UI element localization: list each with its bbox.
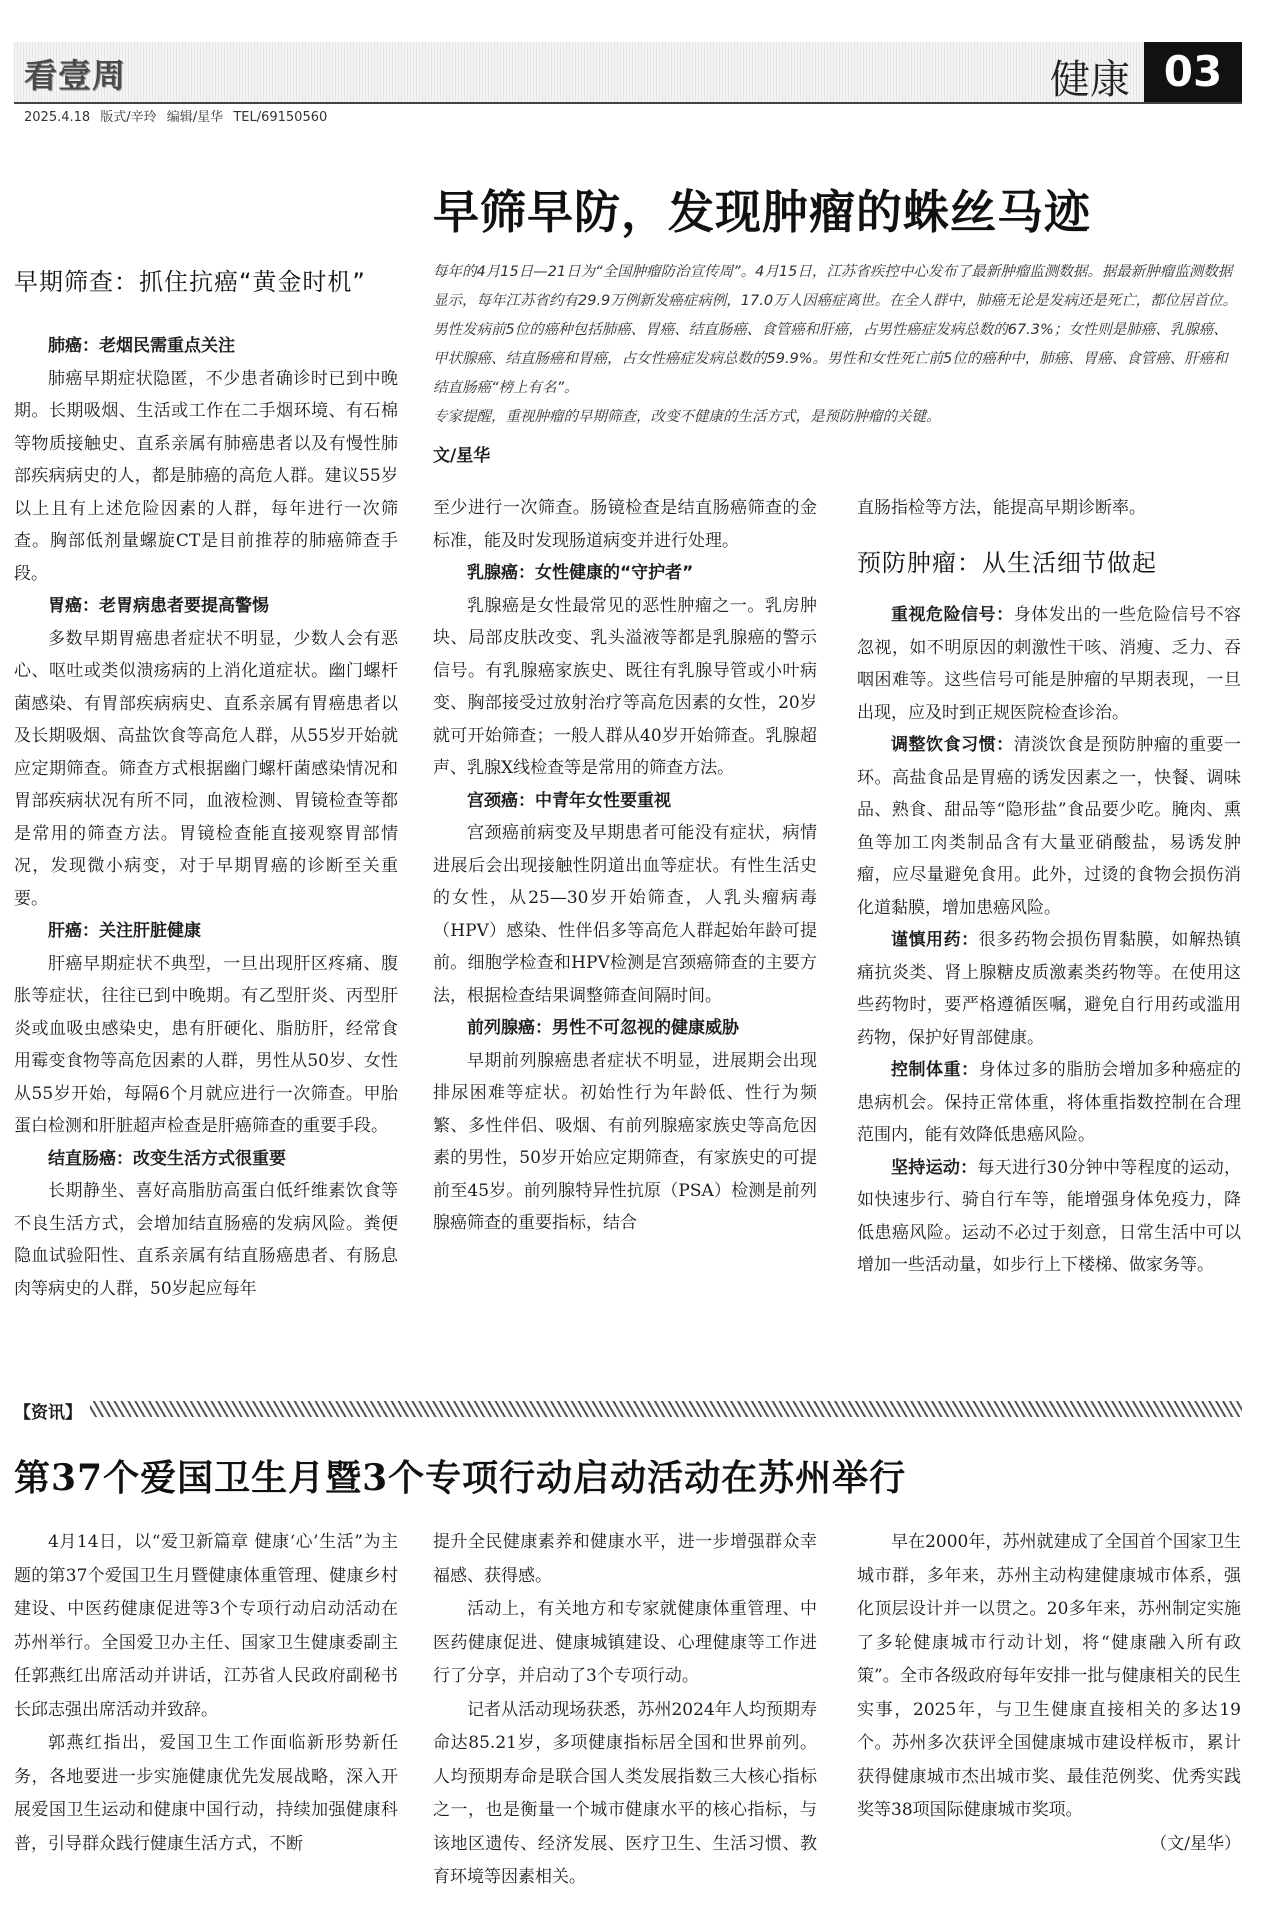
hatch-rule — [88, 1401, 1242, 1417]
news-tag: 【资讯】 — [14, 1398, 90, 1423]
tip-keyword: 控制体重： — [891, 1060, 979, 1080]
subhead-colorectal: 结直肠癌：改变生活方式很重要 — [48, 1148, 286, 1169]
subhead-lung: 肺癌：老烟民需重点关注 — [48, 336, 235, 356]
paragraph-cervical: 宫颈癌前病变及早期患者可能没有症状，病情进展后会出现接触性阴道出血等症状。有性生活史的女性，从25—30岁开始筛查，人乳头瘤病毒（HPV）感染、性伴侣多等高危人群起始年龄可提前。细胞学检查和HPV检测是宫颈癌筛查的主要方法，根据检查结果调整筛查间隔时间。 — [433, 823, 817, 1006]
news-paragraph: 郭燕红指出，爱国卫生工作面临新形势新任务，各地要进一步实施健康优先发展战略，深入开展爱国卫生运动和健康中国行动，持续加强健康科普，引导群众践行健康生活方式，不断 — [14, 1733, 398, 1854]
lead-paragraph-expert: 专家提醒，重视肿瘤的早期筛查，改变不健康的生活方式，是预防肿瘤的关键。 — [433, 409, 941, 425]
news-paragraph: 活动上，有关地方和专家就健康体重管理、中医药健康促进、健康城镇建设、心理健康等工作进行了分享，并启动了3个专项行动。 — [433, 1599, 817, 1686]
section-title-prevention: 预防肿瘤：从生活细节做起 — [857, 548, 1157, 577]
section-title-screening: 早期筛查：抓住抗癌“黄金时机” — [14, 268, 366, 296]
tip-keyword: 坚持运动： — [891, 1157, 978, 1178]
article-byline: 文/星华 — [433, 446, 491, 466]
subhead-cervical: 宫颈癌：中青年女性要重视 — [467, 790, 671, 811]
subhead-prostate: 前列腺癌：男性不可忽视的健康威胁 — [467, 1018, 739, 1038]
news-column-1 — [14, 1526, 398, 1861]
masthead — [14, 42, 1242, 104]
tip-keyword: 谨慎用药： — [891, 930, 979, 950]
issue-info: 2025.4.18 版式/辛玲 编辑/星华 TEL/69150560 — [24, 110, 328, 125]
news-column-3 — [857, 1526, 1241, 1861]
article-column-1 — [14, 330, 398, 1305]
paragraph-liver: 肝癌早期症状不典型，一旦出现肝区疼痛、腹胀等症状，往往已到中晚期。有乙型肝炎、丙型肝炎或血吸虫感染史，患有肝硬化、脂肪肝，经常食用霉变食物等高危因素的人群，男性从50岁、女性从55岁开始，每隔6个月就应进行一次筛查。甲胎蛋白检测和肝脏超声检查是肝癌筛查的重要手段。 — [14, 953, 398, 1136]
paragraph-stomach: 多数早期胃癌患者症状不明显，少数人会有恶心、呕吐或类似溃疡病的上消化道症状。幽门螺杆菌感染、有胃部疾病病史、直系亲属有胃癌患者以及长期吸烟、高盐饮食等高危人群，从55岁开始就应定期筛查。筛查方式根据幽门螺杆菌感染情况和胃部疾病状况有所不同，血液检测、胃镜检查等都是常用的筛查方法。胃镜检查能直接观察胃部情况，发现微小病变，对于早期胃癌的诊断至关重要。 — [14, 628, 398, 909]
news-column-2 — [433, 1526, 817, 1895]
news-paragraph: 提升全民健康素养和健康水平，进一步增强群众幸福感、获得感。 — [433, 1532, 817, 1586]
news-paragraph: 4月14日，以“爱卫新篇章 健康‘心’生活”为主题的第37个爱国卫生月暨健康体重管理、健康乡村建设、中医药健康促进等3个专项行动启动活动在苏州举行。全国爱卫办主任、国家卫生健康委副主任郭燕红出席活动并讲话，江苏省人民政府副秘书长邱志强出席活动并致辞。 — [14, 1532, 398, 1720]
news-divider — [14, 1398, 1242, 1423]
tip-weight: 控制体重：身体过多的脂肪会增加多种癌症的患病机会。保持正常体重，将体重指数控制在合理范围内，能有效降低患癌风险。 — [857, 1060, 1242, 1145]
article-lead — [433, 258, 1241, 432]
article-column-2 — [433, 492, 817, 1240]
news-headline: 第37个爱国卫生月暨3个专项行动启动活动在苏州举行 — [14, 1457, 907, 1499]
paragraph-prostate-continued: 直肠指检等方法，能提高早期诊断率。 — [857, 498, 1146, 518]
tip-warning-signs: 重视危险信号：身体发出的一些危险信号不容忽视，如不明原因的刺激性干咳、消瘦、乏力、吞咽困难等。这些信号可能是肿瘤的早期表现，一旦出现，应及时到正规医院检查诊治。 — [857, 605, 1242, 723]
news-credit: （文/星华） — [1150, 1833, 1241, 1854]
subhead-stomach: 胃癌：老胃病患者要提高警惕 — [48, 596, 269, 616]
subhead-liver: 肝癌：关注肝脏健康 — [48, 921, 201, 941]
tip-exercise: 坚持运动：每天进行30分钟中等程度的运动，如快速步行、骑自行车等，能增强身体免疫力，降低患癌风险。运动不必过于刻意，日常生活中可以增加一些活动量，如步行上下楼梯、做家务等。 — [857, 1157, 1242, 1275]
page-number: 03 — [1144, 42, 1242, 102]
tip-medication: 谨慎用药：很多药物会损伤胃黏膜，如解热镇痛抗炎类、肾上腺糖皮质激素类药物等。在使用这些药物时，要严格遵循医嘱，避免自行用药或滥用药物，保护好胃部健康。 — [857, 930, 1242, 1048]
tip-keyword: 调整饮食习惯： — [891, 735, 1014, 755]
lead-paragraph: 每年的4月15日—21日为“全国肿瘤防治宣传周”。4月15日，江苏省疾控中心发布了最新肿瘤监测数据。据最新肿瘤监测数据显示，每年江苏省约有29.9万例新发癌症病例，17.0万人因癌症离世。在全人群中，肺癌无论是发病还是死亡，都位居首位。男性发病前5位的癌种包括肺癌、胃癌、结直肠癌、食管癌和肝癌，占男性癌症发病总数的67.3%；女性则是肺癌、乳腺癌、甲状腺癌、结直肠癌和胃癌，占女性癌症发病总数的59.9%。男性和女性死亡前5位的癌种中，肺癌、胃癌、食管癌、肝癌和结直肠癌“榜上有名”。 — [433, 264, 1238, 396]
subhead-breast: 乳腺癌：女性健康的“守护者” — [467, 563, 694, 583]
newspaper-logo: 看壹周 — [24, 56, 126, 95]
section-name: 健康 — [1050, 57, 1130, 103]
paragraph-colorectal: 长期静坐、喜好高脂肪高蛋白低纤维素饮食等不良生活方式，会增加结直肠癌的发病风险。粪便隐血试验阳性、直系亲属有结直肠癌患者、有肠息肉等病史的人群，50岁起应每年 — [14, 1181, 398, 1299]
paragraph-prostate: 早期前列腺癌患者症状不明显，进展期会出现排尿困难等症状。初始性行为年龄低、性行为频繁、多性伴侣、吸烟、有前列腺癌家族史等高危因素的男性，50岁开始应定期筛查，有家族史的可提前至45岁。前列腺特异性抗原（PSA）检测是前列腺癌筛查的重要指标，结合 — [433, 1050, 817, 1233]
article-column-3 — [857, 492, 1241, 1282]
paragraph-lung: 肺癌早期症状隐匿，不少患者确诊时已到中晚期。长期吸烟、生活或工作在二手烟环境、有石棉等物质接触史、直系亲属有肺癌患者以及有慢性肺部疾病病史的人，都是肺癌的高危人群。建议55岁以上且有上述危险因素的人群，每年进行一次筛查。胸部低剂量螺旋CT是目前推荐的肺癌筛查手段。 — [14, 368, 398, 584]
paragraph-colorectal-continued: 至少进行一次筛查。肠镜检查是结直肠癌筛查的金标准，能及时发现肠道病变并进行处理。 — [433, 498, 817, 551]
news-paragraph: 早在2000年，苏州就建成了全国首个国家卫生城市群，多年来，苏州主动构建健康城市体系，强化顶层设计并一以贯之。20多年来，苏州制定实施了多轮健康城市行动计划，将“健康融入所有政策”。全市各级政府每年安排一批与健康相关的民生实事，2025年，与卫生健康直接相关的多达19个。苏州多次获评全国健康城市建设样板市，累计获得健康城市杰出城市奖、最佳范例奖、优秀实践奖等38项国际健康城市奖项。 — [857, 1532, 1241, 1820]
article-headline: 早筛早防，发现肿瘤的蛛丝马迹 — [433, 185, 1091, 239]
paragraph-breast: 乳腺癌是女性最常见的恶性肿瘤之一。乳房肿块、局部皮肤改变、乳头溢液等都是乳腺癌的警示信号。有乳腺癌家族史、既往有乳腺导管或小叶病变、胸部接受过放射治疗等高危因素的女性，20岁就可开始筛查；一般人群从40岁开始筛查。乳腺超声、乳腺X线检查等是常用的筛查方法。 — [433, 595, 817, 778]
tip-diet: 调整饮食习惯：清淡饮食是预防肿瘤的重要一环。高盐食品是胃癌的诱发因素之一，快餐、调味品、熟食、甜品等“隐形盐”食品要少吃。腌肉、熏鱼等加工肉类制品含有大量亚硝酸盐，易诱发肿瘤，应尽量避免食用。此外，过烫的食物会损伤消化道黏膜，增加患癌风险。 — [857, 735, 1242, 918]
news-paragraph: 记者从活动现场获悉，苏州2024年人均预期寿命达85.21岁，多项健康指标居全国和世界前列。人均预期寿命是联合国人类发展指数三大核心指标之一，也是衡量一个城市健康水平的核心指标，与该地区遗传、经济发展、医疗卫生、生活习惯、教育环境等因素相关。 — [433, 1699, 817, 1887]
tip-keyword: 重视危险信号： — [891, 605, 1014, 625]
